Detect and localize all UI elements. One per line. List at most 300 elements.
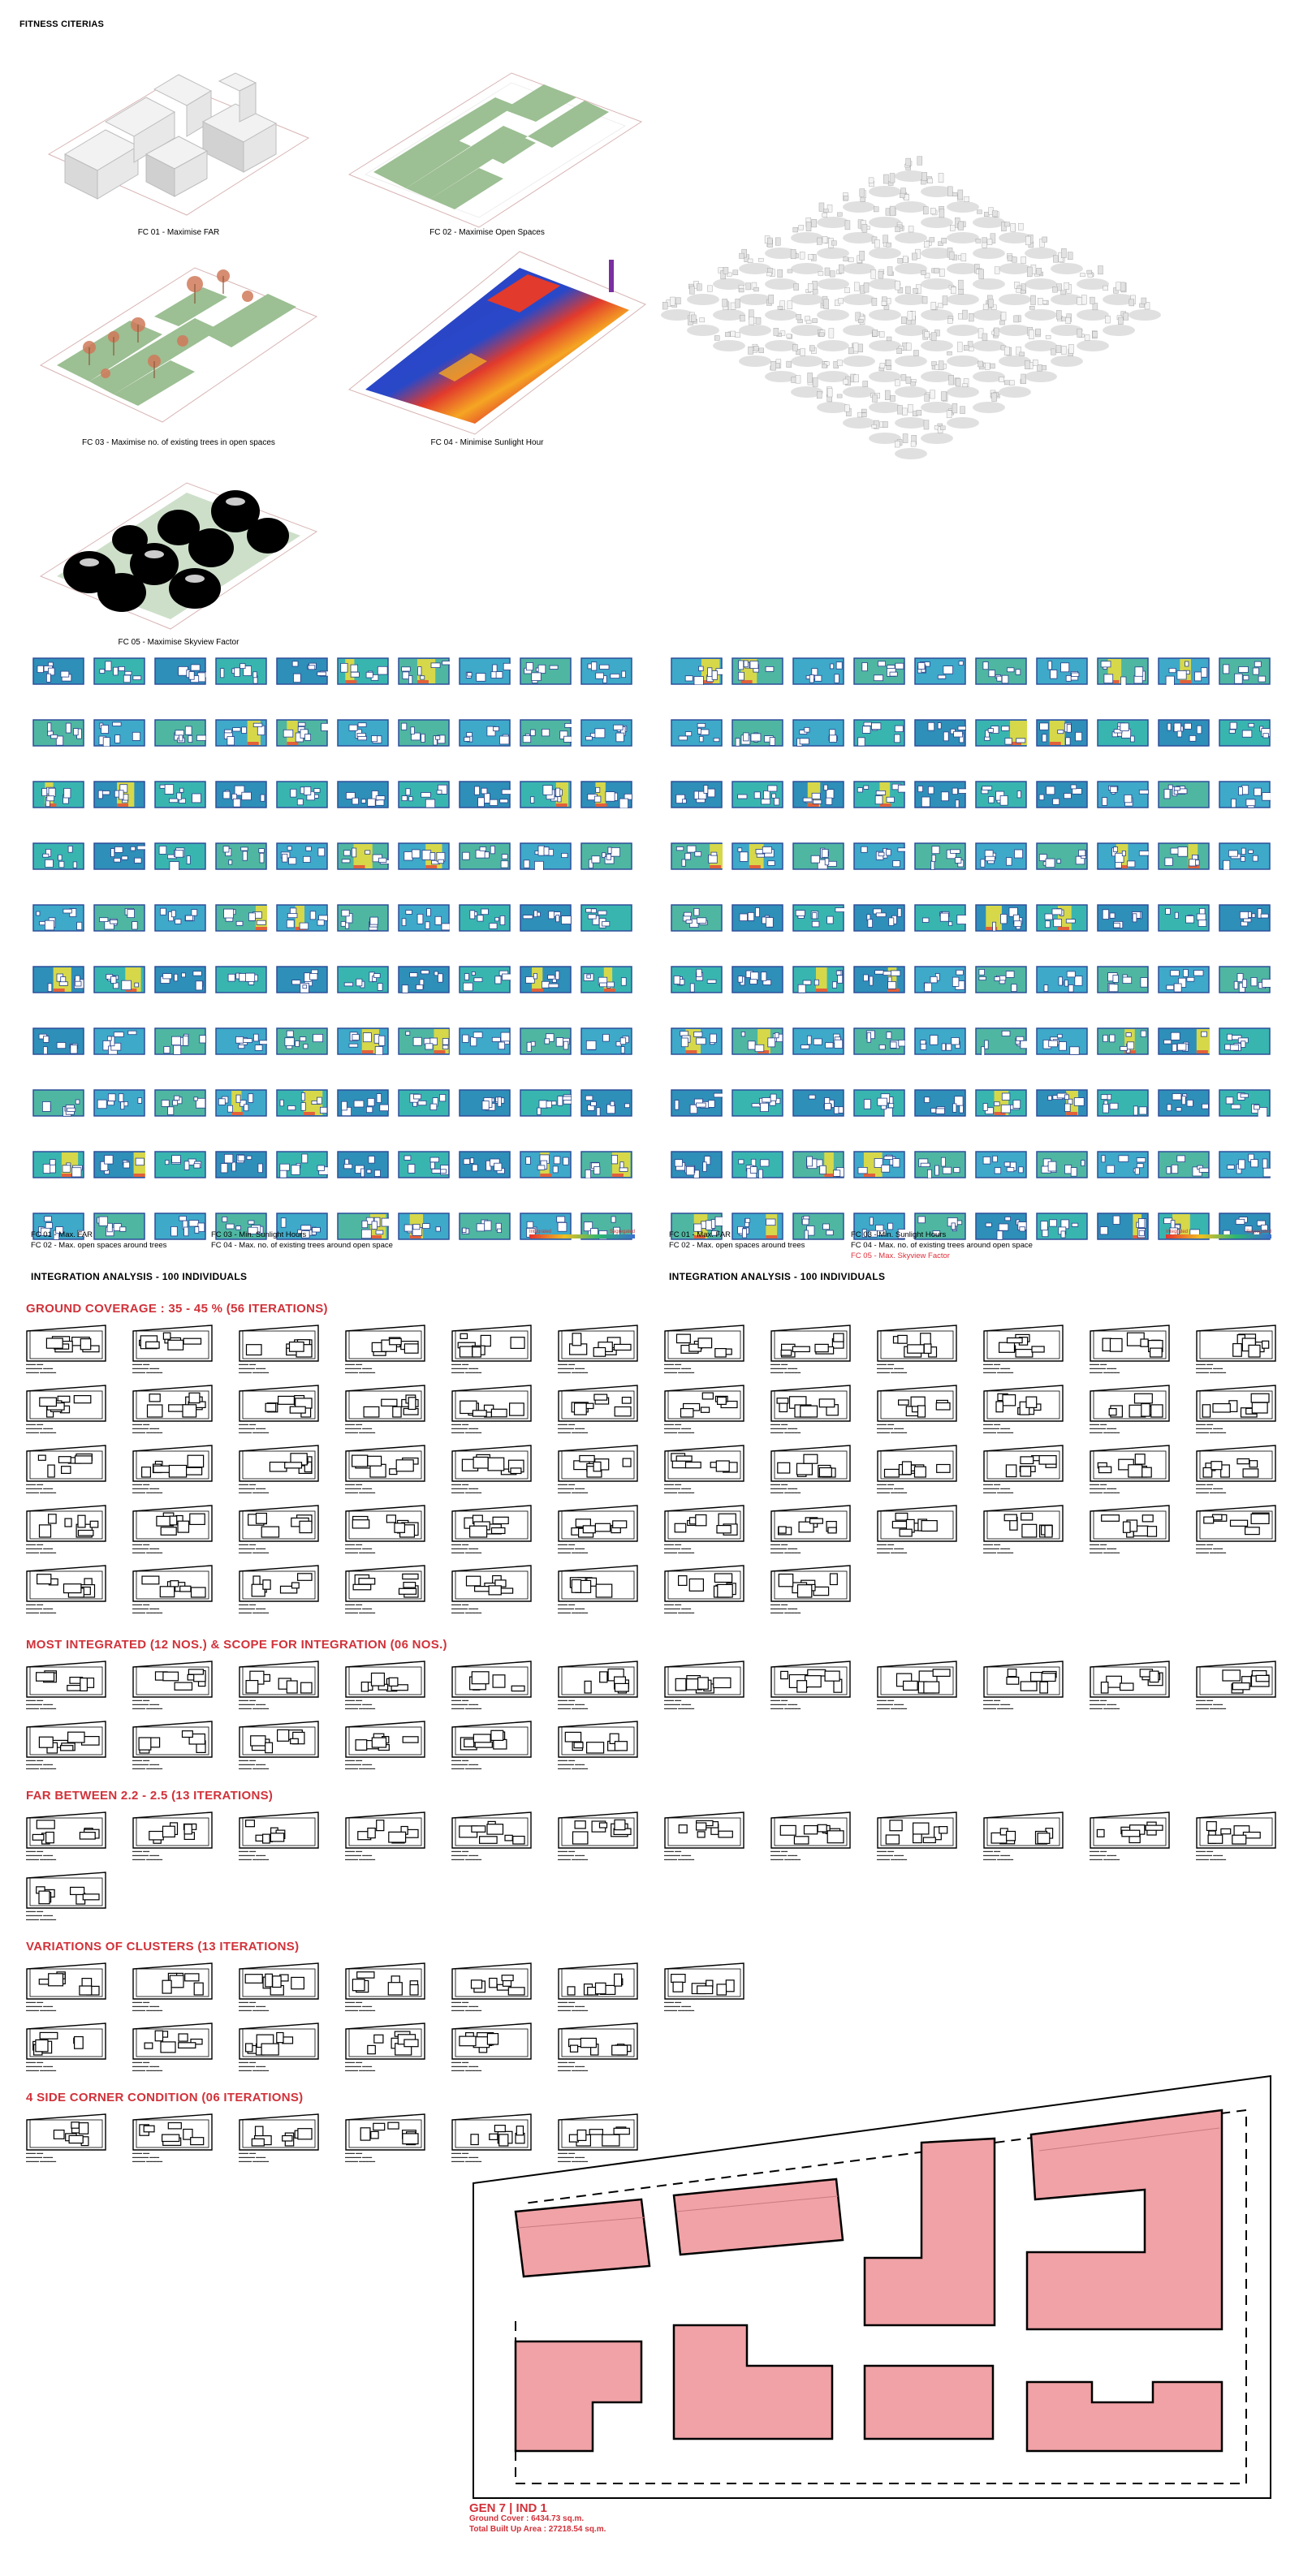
- iteration-thumbnail: ▬▬▬ ▬▬ ▬▬▬▬▬ ▬▬▬ ▬▬▬▬ ▬▬▬▬▬: [451, 1565, 558, 1625]
- population-isometric-field: [650, 146, 1283, 515]
- massing-model: [999, 253, 1031, 274]
- section-heading-corner: 4 SIDE CORNER CONDITION (06 ITERATIONS): [26, 2091, 304, 2104]
- integration-thumbnail: [853, 719, 914, 781]
- integration-thumbnail: [1036, 904, 1097, 966]
- integration-grid-right: [671, 657, 1280, 1274]
- integration-thumbnail: [1158, 781, 1219, 842]
- integration-thumbnail: [914, 1151, 975, 1213]
- integration-thumbnail: [792, 781, 853, 842]
- integration-thumbnail: [276, 904, 337, 966]
- integration-thumbnail: [1097, 657, 1158, 719]
- integration-thumbnail: [520, 904, 580, 966]
- ground-cover-value: Ground Cover : 6434.73 sq.m.: [469, 2514, 585, 2523]
- massing-model: [921, 206, 953, 228]
- iteration-thumbnail: ▬▬▬ ▬▬ ▬▬▬▬▬ ▬▬▬ ▬▬▬▬ ▬▬▬▬▬: [1196, 1661, 1299, 1721]
- integration-thumbnail: [975, 1151, 1036, 1213]
- legend-item: FC 02 - Max. open spaces around trees: [669, 1241, 805, 1250]
- integration-thumbnail: [1219, 1151, 1280, 1213]
- integration-thumbnail: [1219, 1089, 1280, 1151]
- integration-thumbnail: [398, 1151, 459, 1213]
- fc02-diagram: [341, 32, 650, 239]
- integration-thumbnail: [671, 1089, 731, 1151]
- integration-thumbnail: [520, 966, 580, 1027]
- integration-thumbnail: [1219, 1027, 1280, 1089]
- iteration-thumbnail: ▬▬▬ ▬▬ ▬▬▬▬▬ ▬▬▬ ▬▬▬▬ ▬▬▬▬▬: [132, 2113, 239, 2173]
- iteration-thumbnail: ▬▬▬ ▬▬ ▬▬▬▬▬ ▬▬▬ ▬▬▬▬ ▬▬▬▬▬: [26, 2022, 132, 2083]
- integration-thumbnail: [580, 842, 641, 904]
- integration-thumbnail: [337, 842, 398, 904]
- integration-thumbnail: [459, 1151, 520, 1213]
- massing-model: [947, 187, 979, 213]
- integration-thumbnail: [520, 1151, 580, 1213]
- fc05-caption: FC 05 - Maximise Skyview Factor: [118, 638, 240, 647]
- integration-thumbnail: [398, 1027, 459, 1089]
- integration-thumbnail: [975, 719, 1036, 781]
- integration-thumbnail: [398, 904, 459, 966]
- integration-thumbnail: [1097, 781, 1158, 842]
- iteration-thumbnail: ▬▬▬ ▬▬ ▬▬▬▬▬ ▬▬▬ ▬▬▬▬ ▬▬▬▬▬: [451, 1661, 558, 1721]
- integration-thumbnail: [1158, 1089, 1219, 1151]
- integration-thumbnail: [853, 657, 914, 719]
- iteration-thumbnail: ▬▬▬ ▬▬ ▬▬▬▬▬ ▬▬▬ ▬▬▬▬ ▬▬▬▬▬: [239, 1661, 345, 1721]
- integration-thumbnail: [792, 657, 853, 719]
- iteration-thumbnail: ▬▬▬ ▬▬ ▬▬▬▬▬ ▬▬▬ ▬▬▬▬ ▬▬▬▬▬: [1196, 1505, 1299, 1565]
- iteration-thumbnail: ▬▬▬ ▬▬ ▬▬▬▬▬ ▬▬▬ ▬▬▬▬ ▬▬▬▬▬: [345, 1962, 451, 2022]
- integration-thumbnail: [520, 1213, 580, 1274]
- massing-model: [713, 331, 745, 351]
- iteration-thumbnail: ▬▬▬ ▬▬ ▬▬▬▬▬ ▬▬▬ ▬▬▬▬ ▬▬▬▬▬: [239, 1721, 345, 1781]
- legend-item: FC 04 - Max. no. of existing trees around open space: [851, 1241, 1033, 1250]
- integration-thumbnail: [398, 1089, 459, 1151]
- iteration-thumbnail: ▬▬▬ ▬▬ ▬▬▬▬▬ ▬▬▬ ▬▬▬▬ ▬▬▬▬▬: [664, 1565, 770, 1625]
- iteration-thumbnail: ▬▬▬ ▬▬ ▬▬▬▬▬ ▬▬▬ ▬▬▬▬ ▬▬▬▬▬: [26, 1565, 132, 1625]
- integration-thumbnail: [520, 657, 580, 719]
- integration-thumbnail: [580, 966, 641, 1027]
- integration-thumbnail: [853, 842, 914, 904]
- integration-thumbnail: [671, 781, 731, 842]
- integration-thumbnail: [792, 1151, 853, 1213]
- integration-thumbnail: [1219, 842, 1280, 904]
- iteration-thumbnail: ▬▬▬ ▬▬ ▬▬▬▬▬ ▬▬▬ ▬▬▬▬ ▬▬▬▬▬: [451, 2113, 558, 2173]
- iteration-thumbnail: ▬▬▬ ▬▬ ▬▬▬▬▬ ▬▬▬ ▬▬▬▬ ▬▬▬▬▬: [26, 1385, 132, 1445]
- integration-thumbnail: [215, 1151, 276, 1213]
- iteration-thumbnail: ▬▬▬ ▬▬ ▬▬▬▬▬ ▬▬▬ ▬▬▬▬ ▬▬▬▬▬: [558, 2113, 664, 2173]
- integration-thumbnail: [1219, 657, 1280, 719]
- integration-thumbnail: [398, 657, 459, 719]
- iteration-thumbnail: ▬▬▬ ▬▬ ▬▬▬▬▬ ▬▬▬ ▬▬▬▬ ▬▬▬▬▬: [877, 1325, 983, 1385]
- fitness-title: FITNESS CITERIAS: [19, 19, 105, 29]
- integration-thumbnail: [975, 781, 1036, 842]
- integration-thumbnail: [1097, 719, 1158, 781]
- iteration-thumbnail: ▬▬▬ ▬▬ ▬▬▬▬▬ ▬▬▬ ▬▬▬▬ ▬▬▬▬▬: [877, 1505, 983, 1565]
- integration-thumbnail: [337, 719, 398, 781]
- iteration-thumbnail: ▬▬▬ ▬▬ ▬▬▬▬▬ ▬▬▬ ▬▬▬▬ ▬▬▬▬▬: [877, 1445, 983, 1505]
- built-up-area-value: Total Built Up Area : 27218.54 sq.m.: [469, 2525, 606, 2534]
- iteration-thumbnail: ▬▬▬ ▬▬ ▬▬▬▬▬ ▬▬▬ ▬▬▬▬ ▬▬▬▬▬: [345, 2113, 451, 2173]
- integration-thumbnail: [580, 1089, 641, 1151]
- iteration-thumbnail: ▬▬▬ ▬▬ ▬▬▬▬▬ ▬▬▬ ▬▬▬▬ ▬▬▬▬▬: [132, 1505, 239, 1565]
- iteration-thumbnail: ▬▬▬ ▬▬ ▬▬▬▬▬ ▬▬▬ ▬▬▬▬ ▬▬▬▬▬: [132, 1811, 239, 1872]
- integration-thumbnail: [1097, 904, 1158, 966]
- integration-thumbnail: [337, 904, 398, 966]
- integration-thumbnail: [32, 781, 93, 842]
- integration-thumbnail: [93, 842, 154, 904]
- integration-thumbnail: [1097, 1027, 1158, 1089]
- integration-thumbnail: [1036, 657, 1097, 719]
- integration-thumbnail: [580, 904, 641, 966]
- integration-thumbnail: [914, 842, 975, 904]
- integration-label-right: INTEGRATION ANALYSIS - 100 INDIVIDUALS: [669, 1271, 886, 1282]
- integration-legend-left-a: [31, 1230, 209, 1251]
- iteration-thumbnail: ▬▬▬ ▬▬ ▬▬▬▬▬ ▬▬▬ ▬▬▬▬ ▬▬▬▬▬: [1090, 1325, 1196, 1385]
- integration-thumbnail: [276, 1151, 337, 1213]
- scale-high-label: Segregated: [1245, 1230, 1271, 1234]
- iteration-thumbnail: ▬▬▬ ▬▬ ▬▬▬▬▬ ▬▬▬ ▬▬▬▬ ▬▬▬▬▬: [664, 1385, 770, 1445]
- integration-thumbnail: [93, 657, 154, 719]
- integration-thumbnail: [215, 904, 276, 966]
- iteration-grid-clusters: [26, 1962, 770, 2083]
- integration-thumbnail: [459, 1089, 520, 1151]
- iteration-thumbnail: ▬▬▬ ▬▬ ▬▬▬▬▬ ▬▬▬ ▬▬▬▬ ▬▬▬▬▬: [239, 1505, 345, 1565]
- iteration-thumbnail: ▬▬▬ ▬▬ ▬▬▬▬▬ ▬▬▬ ▬▬▬▬ ▬▬▬▬▬: [239, 1445, 345, 1505]
- integration-thumbnail: [93, 719, 154, 781]
- iteration-thumbnail: ▬▬▬ ▬▬ ▬▬▬▬▬ ▬▬▬ ▬▬▬▬ ▬▬▬▬▬: [664, 1962, 770, 2022]
- integration-thumbnail: [792, 1027, 853, 1089]
- integration-thumbnail: [337, 966, 398, 1027]
- iteration-thumbnail: ▬▬▬ ▬▬ ▬▬▬▬▬ ▬▬▬ ▬▬▬▬ ▬▬▬▬▬: [451, 1325, 558, 1385]
- integration-thumbnail: [1158, 904, 1219, 966]
- integration-thumbnail: [154, 1089, 215, 1151]
- integration-label-left: INTEGRATION ANALYSIS - 100 INDIVIDUALS: [31, 1271, 248, 1282]
- massing-model: [895, 222, 927, 243]
- iteration-thumbnail: ▬▬▬ ▬▬ ▬▬▬▬▬ ▬▬▬ ▬▬▬▬ ▬▬▬▬▬: [770, 1325, 877, 1385]
- iteration-thumbnail: ▬▬▬ ▬▬ ▬▬▬▬▬ ▬▬▬ ▬▬▬▬ ▬▬▬▬▬: [983, 1811, 1090, 1872]
- integration-thumbnail: [459, 904, 520, 966]
- iteration-thumbnail: ▬▬▬ ▬▬ ▬▬▬▬▬ ▬▬▬ ▬▬▬▬ ▬▬▬▬▬: [132, 1325, 239, 1385]
- iteration-thumbnail: ▬▬▬ ▬▬ ▬▬▬▬▬ ▬▬▬ ▬▬▬▬ ▬▬▬▬▬: [345, 1505, 451, 1565]
- integration-thumbnail: [93, 781, 154, 842]
- iteration-thumbnail: ▬▬▬ ▬▬ ▬▬▬▬▬ ▬▬▬ ▬▬▬▬ ▬▬▬▬▬: [132, 1962, 239, 2022]
- integration-thumbnail: [93, 904, 154, 966]
- integration-thumbnail: [671, 904, 731, 966]
- integration-thumbnail: [1219, 1213, 1280, 1274]
- iteration-thumbnail: ▬▬▬ ▬▬ ▬▬▬▬▬ ▬▬▬ ▬▬▬▬ ▬▬▬▬▬: [1196, 1445, 1299, 1505]
- iteration-thumbnail: ▬▬▬ ▬▬ ▬▬▬▬▬ ▬▬▬ ▬▬▬▬ ▬▬▬▬▬: [26, 1445, 132, 1505]
- iteration-thumbnail: ▬▬▬ ▬▬ ▬▬▬▬▬ ▬▬▬ ▬▬▬▬ ▬▬▬▬▬: [345, 1325, 451, 1385]
- integration-thumbnail: [1158, 842, 1219, 904]
- integration-thumbnail: [337, 1027, 398, 1089]
- iteration-thumbnail: ▬▬▬ ▬▬ ▬▬▬▬▬ ▬▬▬ ▬▬▬▬ ▬▬▬▬▬: [26, 1661, 132, 1721]
- iteration-thumbnail: ▬▬▬ ▬▬ ▬▬▬▬▬ ▬▬▬ ▬▬▬▬ ▬▬▬▬▬: [664, 1445, 770, 1505]
- iteration-thumbnail: ▬▬▬ ▬▬ ▬▬▬▬▬ ▬▬▬ ▬▬▬▬ ▬▬▬▬▬: [451, 1385, 558, 1445]
- integration-thumbnail: [731, 657, 792, 719]
- iteration-thumbnail: ▬▬▬ ▬▬ ▬▬▬▬▬ ▬▬▬ ▬▬▬▬ ▬▬▬▬▬: [26, 1325, 132, 1385]
- iteration-grid-far: [26, 1811, 1299, 1932]
- legend-item: FC 03 - Min. Sunlight Hours: [211, 1230, 307, 1239]
- iteration-thumbnail: ▬▬▬ ▬▬ ▬▬▬▬▬ ▬▬▬ ▬▬▬▬ ▬▬▬▬▬: [132, 1721, 239, 1781]
- scale-low-label: Integrated: [529, 1230, 552, 1234]
- iteration-thumbnail: ▬▬▬ ▬▬ ▬▬▬▬▬ ▬▬▬ ▬▬▬▬ ▬▬▬▬▬: [770, 1385, 877, 1445]
- integration-thumbnail: [32, 657, 93, 719]
- integration-thumbnail: [580, 781, 641, 842]
- iteration-thumbnail: ▬▬▬ ▬▬ ▬▬▬▬▬ ▬▬▬ ▬▬▬▬ ▬▬▬▬▬: [983, 1661, 1090, 1721]
- integration-legend-right-b: [851, 1230, 1094, 1261]
- integration-thumbnail: [792, 842, 853, 904]
- integration-thumbnail: [1097, 1151, 1158, 1213]
- integration-thumbnail: [671, 719, 731, 781]
- iteration-thumbnail: ▬▬▬ ▬▬ ▬▬▬▬▬ ▬▬▬ ▬▬▬▬ ▬▬▬▬▬: [451, 1505, 558, 1565]
- integration-thumbnail: [276, 719, 337, 781]
- integration-thumbnail: [975, 904, 1036, 966]
- iteration-thumbnail: ▬▬▬ ▬▬ ▬▬▬▬▬ ▬▬▬ ▬▬▬▬ ▬▬▬▬▬: [345, 1445, 451, 1505]
- iteration-thumbnail: ▬▬▬ ▬▬ ▬▬▬▬▬ ▬▬▬ ▬▬▬▬ ▬▬▬▬▬: [1090, 1445, 1196, 1505]
- iteration-thumbnail: ▬▬▬ ▬▬ ▬▬▬▬▬ ▬▬▬ ▬▬▬▬ ▬▬▬▬▬: [558, 1661, 664, 1721]
- integration-thumbnail: [580, 1027, 641, 1089]
- iteration-thumbnail: ▬▬▬ ▬▬ ▬▬▬▬▬ ▬▬▬ ▬▬▬▬ ▬▬▬▬▬: [345, 2022, 451, 2083]
- integration-thumbnail: [853, 904, 914, 966]
- integration-thumbnail: [580, 719, 641, 781]
- integration-thumbnail: [671, 1027, 731, 1089]
- iteration-thumbnail: ▬▬▬ ▬▬ ▬▬▬▬▬ ▬▬▬ ▬▬▬▬ ▬▬▬▬▬: [132, 1661, 239, 1721]
- integration-thumbnail: [93, 966, 154, 1027]
- integration-thumbnail: [93, 1151, 154, 1213]
- integration-thumbnail: [93, 1027, 154, 1089]
- iteration-thumbnail: ▬▬▬ ▬▬ ▬▬▬▬▬ ▬▬▬ ▬▬▬▬ ▬▬▬▬▬: [558, 1962, 664, 2022]
- integration-thumbnail: [459, 966, 520, 1027]
- fc01-diagram: [32, 32, 325, 231]
- integration-legend-left-b: [211, 1230, 455, 1251]
- iteration-thumbnail: ▬▬▬ ▬▬ ▬▬▬▬▬ ▬▬▬ ▬▬▬▬ ▬▬▬▬▬: [770, 1565, 877, 1625]
- integration-thumbnail: [215, 1089, 276, 1151]
- integration-thumbnail: [731, 966, 792, 1027]
- iteration-thumbnail: ▬▬▬ ▬▬ ▬▬▬▬▬ ▬▬▬ ▬▬▬▬ ▬▬▬▬▬: [664, 1811, 770, 1872]
- integration-scale-left: [529, 1230, 635, 1238]
- integration-thumbnail: [459, 781, 520, 842]
- integration-thumbnail: [853, 781, 914, 842]
- iteration-thumbnail: ▬▬▬ ▬▬ ▬▬▬▬▬ ▬▬▬ ▬▬▬▬ ▬▬▬▬▬: [239, 1565, 345, 1625]
- iteration-thumbnail: ▬▬▬ ▬▬ ▬▬▬▬▬ ▬▬▬ ▬▬▬▬ ▬▬▬▬▬: [1196, 1811, 1299, 1872]
- iteration-thumbnail: ▬▬▬ ▬▬ ▬▬▬▬▬ ▬▬▬ ▬▬▬▬ ▬▬▬▬▬: [451, 2022, 558, 2083]
- iteration-thumbnail: ▬▬▬ ▬▬ ▬▬▬▬▬ ▬▬▬ ▬▬▬▬ ▬▬▬▬▬: [26, 2113, 132, 2173]
- integration-thumbnail: [1036, 966, 1097, 1027]
- integration-thumbnail: [853, 1027, 914, 1089]
- integration-thumbnail: [32, 842, 93, 904]
- integration-thumbnail: [580, 657, 641, 719]
- integration-thumbnail: [914, 719, 975, 781]
- integration-thumbnail: [731, 842, 792, 904]
- integration-thumbnail: [975, 966, 1036, 1027]
- integration-thumbnail: [1097, 1213, 1158, 1274]
- iteration-thumbnail: ▬▬▬ ▬▬ ▬▬▬▬▬ ▬▬▬ ▬▬▬▬ ▬▬▬▬▬: [983, 1325, 1090, 1385]
- integration-thumbnail: [1219, 781, 1280, 842]
- iteration-thumbnail: ▬▬▬ ▬▬ ▬▬▬▬▬ ▬▬▬ ▬▬▬▬ ▬▬▬▬▬: [664, 1661, 770, 1721]
- fc01-caption: FC 01 - Maximise FAR: [137, 228, 220, 237]
- iteration-thumbnail: ▬▬▬ ▬▬ ▬▬▬▬▬ ▬▬▬ ▬▬▬▬ ▬▬▬▬▬: [983, 1445, 1090, 1505]
- integration-thumbnail: [731, 719, 792, 781]
- fc02-caption: FC 02 - Maximise Open Spaces: [429, 228, 545, 237]
- integration-thumbnail: [671, 842, 731, 904]
- integration-thumbnail: [398, 842, 459, 904]
- iteration-thumbnail: ▬▬▬ ▬▬ ▬▬▬▬▬ ▬▬▬ ▬▬▬▬ ▬▬▬▬▬: [558, 1721, 664, 1781]
- integration-thumbnail: [671, 966, 731, 1027]
- integration-thumbnail: [975, 1089, 1036, 1151]
- integration-thumbnail: [154, 657, 215, 719]
- massing-model: [973, 208, 1005, 228]
- iteration-thumbnail: ▬▬▬ ▬▬ ▬▬▬▬▬ ▬▬▬ ▬▬▬▬ ▬▬▬▬▬: [877, 1385, 983, 1445]
- selected-plan-title: GEN 7 | IND 1: [469, 2501, 547, 2515]
- integration-thumbnail: [276, 1089, 337, 1151]
- iteration-thumbnail: ▬▬▬ ▬▬ ▬▬▬▬▬ ▬▬▬ ▬▬▬▬ ▬▬▬▬▬: [558, 1445, 664, 1505]
- integration-legend-right-a: [669, 1230, 848, 1251]
- iteration-thumbnail: ▬▬▬ ▬▬ ▬▬▬▬▬ ▬▬▬ ▬▬▬▬ ▬▬▬▬▬: [558, 1325, 664, 1385]
- integration-scale-right: [1166, 1230, 1271, 1238]
- integration-thumbnail: [731, 1151, 792, 1213]
- iteration-thumbnail: ▬▬▬ ▬▬ ▬▬▬▬▬ ▬▬▬ ▬▬▬▬ ▬▬▬▬▬: [451, 1811, 558, 1872]
- iteration-thumbnail: ▬▬▬ ▬▬ ▬▬▬▬▬ ▬▬▬ ▬▬▬▬ ▬▬▬▬▬: [877, 1811, 983, 1872]
- massing-model: [921, 361, 953, 382]
- integration-thumbnail: [32, 1151, 93, 1213]
- iteration-thumbnail: ▬▬▬ ▬▬ ▬▬▬▬▬ ▬▬▬ ▬▬▬▬ ▬▬▬▬▬: [1090, 1661, 1196, 1721]
- integration-thumbnail: [914, 657, 975, 719]
- integration-thumbnail: [792, 966, 853, 1027]
- integration-thumbnail: [520, 1027, 580, 1089]
- integration-thumbnail: [1097, 1089, 1158, 1151]
- section-heading-far: FAR BETWEEN 2.2 - 2.5 (13 ITERATIONS): [26, 1789, 274, 1803]
- integration-thumbnail: [1097, 842, 1158, 904]
- integration-thumbnail: [32, 719, 93, 781]
- integration-thumbnail: [276, 657, 337, 719]
- integration-thumbnail: [276, 842, 337, 904]
- integration-thumbnail: [853, 1151, 914, 1213]
- integration-thumbnail: [154, 904, 215, 966]
- integration-thumbnail: [459, 1027, 520, 1089]
- integration-thumbnail: [1036, 1151, 1097, 1213]
- iteration-thumbnail: ▬▬▬ ▬▬ ▬▬▬▬▬ ▬▬▬ ▬▬▬▬ ▬▬▬▬▬: [558, 1811, 664, 1872]
- iteration-thumbnail: ▬▬▬ ▬▬ ▬▬▬▬▬ ▬▬▬ ▬▬▬▬ ▬▬▬▬▬: [1090, 1385, 1196, 1445]
- iteration-thumbnail: ▬▬▬ ▬▬ ▬▬▬▬▬ ▬▬▬ ▬▬▬▬ ▬▬▬▬▬: [239, 1962, 345, 2022]
- iteration-thumbnail: ▬▬▬ ▬▬ ▬▬▬▬▬ ▬▬▬ ▬▬▬▬ ▬▬▬▬▬: [345, 1565, 451, 1625]
- iteration-thumbnail: ▬▬▬ ▬▬ ▬▬▬▬▬ ▬▬▬ ▬▬▬▬ ▬▬▬▬▬: [132, 1445, 239, 1505]
- integration-thumbnail: [580, 1213, 641, 1274]
- integration-thumbnail: [1097, 966, 1158, 1027]
- integration-thumbnail: [459, 1213, 520, 1274]
- massing-model: [921, 268, 953, 290]
- integration-thumbnail: [731, 1027, 792, 1089]
- iteration-grid-most-integrated: [26, 1661, 1299, 1781]
- integration-thumbnail: [1158, 966, 1219, 1027]
- integration-thumbnail: [580, 1151, 641, 1213]
- legend-item: FC 01 - Max. FAR: [669, 1230, 731, 1239]
- iteration-thumbnail: ▬▬▬ ▬▬ ▬▬▬▬▬ ▬▬▬ ▬▬▬▬ ▬▬▬▬▬: [770, 1661, 877, 1721]
- integration-thumbnail: [154, 719, 215, 781]
- iteration-thumbnail: ▬▬▬ ▬▬ ▬▬▬▬▬ ▬▬▬ ▬▬▬▬ ▬▬▬▬▬: [26, 1962, 132, 2022]
- section-heading-most-integrated: MOST INTEGRATED (12 NOS.) & SCOPE FOR INTEGRATION (06 NOS.): [26, 1638, 447, 1652]
- integration-thumbnail: [32, 1027, 93, 1089]
- iteration-thumbnail: ▬▬▬ ▬▬ ▬▬▬▬▬ ▬▬▬ ▬▬▬▬ ▬▬▬▬▬: [1196, 1325, 1299, 1385]
- integration-thumbnail: [459, 842, 520, 904]
- iteration-thumbnail: ▬▬▬ ▬▬ ▬▬▬▬▬ ▬▬▬ ▬▬▬▬ ▬▬▬▬▬: [558, 1565, 664, 1625]
- integration-thumbnail: [1158, 1151, 1219, 1213]
- selected-site-plan: [471, 2070, 1283, 2508]
- iteration-thumbnail: ▬▬▬ ▬▬ ▬▬▬▬▬ ▬▬▬ ▬▬▬▬ ▬▬▬▬▬: [132, 2022, 239, 2083]
- integration-thumbnail: [154, 1027, 215, 1089]
- iteration-thumbnail: ▬▬▬ ▬▬ ▬▬▬▬▬ ▬▬▬ ▬▬▬▬ ▬▬▬▬▬: [451, 1962, 558, 2022]
- iteration-thumbnail: ▬▬▬ ▬▬ ▬▬▬▬▬ ▬▬▬ ▬▬▬▬ ▬▬▬▬▬: [26, 1872, 132, 1932]
- iteration-thumbnail: ▬▬▬ ▬▬ ▬▬▬▬▬ ▬▬▬ ▬▬▬▬ ▬▬▬▬▬: [664, 1325, 770, 1385]
- legend-item: FC 05 - Max. Skyview Factor: [851, 1251, 950, 1260]
- integration-thumbnail: [93, 1089, 154, 1151]
- integration-thumbnail: [398, 719, 459, 781]
- legend-item: FC 01 - Max. FAR: [31, 1230, 93, 1239]
- fc03-caption: FC 03 - Maximise no. of existing trees in open spaces: [82, 438, 275, 447]
- scale-high-label: Segregated: [609, 1230, 635, 1234]
- integration-thumbnail: [1036, 1089, 1097, 1151]
- integration-thumbnail: [914, 1089, 975, 1151]
- integration-thumbnail: [1158, 1213, 1219, 1274]
- integration-thumbnail: [215, 966, 276, 1027]
- selected-plan-summary: [469, 2503, 606, 2535]
- integration-thumbnail: [1036, 1027, 1097, 1089]
- massing-model: [921, 330, 953, 351]
- integration-thumbnail: [1158, 719, 1219, 781]
- legend-item: FC 04 - Max. no. of existing trees around open space: [211, 1241, 393, 1250]
- integration-thumbnail: [1158, 1027, 1219, 1089]
- massing-model: [869, 330, 901, 351]
- integration-thumbnail: [32, 1089, 93, 1151]
- integration-thumbnail: [975, 1027, 1036, 1089]
- integration-thumbnail: [276, 1027, 337, 1089]
- integration-thumbnail: [215, 1027, 276, 1089]
- iteration-thumbnail: ▬▬▬ ▬▬ ▬▬▬▬▬ ▬▬▬ ▬▬▬▬ ▬▬▬▬▬: [664, 1505, 770, 1565]
- integration-thumbnail: [731, 1089, 792, 1151]
- integration-thumbnail: [853, 1089, 914, 1151]
- integration-grid-left: [32, 657, 641, 1274]
- integration-thumbnail: [731, 904, 792, 966]
- integration-thumbnail: [32, 904, 93, 966]
- iteration-thumbnail: ▬▬▬ ▬▬ ▬▬▬▬▬ ▬▬▬ ▬▬▬▬ ▬▬▬▬▬: [770, 1811, 877, 1872]
- fc03-diagram: [32, 252, 325, 434]
- iteration-thumbnail: ▬▬▬ ▬▬ ▬▬▬▬▬ ▬▬▬ ▬▬▬▬ ▬▬▬▬▬: [345, 1385, 451, 1445]
- massing-model: [1129, 295, 1161, 321]
- integration-thumbnail: [337, 1089, 398, 1151]
- iteration-thumbnail: ▬▬▬ ▬▬ ▬▬▬▬▬ ▬▬▬ ▬▬▬▬ ▬▬▬▬▬: [239, 1811, 345, 1872]
- integration-thumbnail: [671, 1151, 731, 1213]
- iteration-thumbnail: ▬▬▬ ▬▬ ▬▬▬▬▬ ▬▬▬ ▬▬▬▬ ▬▬▬▬▬: [558, 1385, 664, 1445]
- integration-thumbnail: [914, 904, 975, 966]
- integration-thumbnail: [1219, 966, 1280, 1027]
- integration-thumbnail: [337, 1151, 398, 1213]
- integration-thumbnail: [671, 657, 731, 719]
- integration-thumbnail: [215, 781, 276, 842]
- iteration-thumbnail: ▬▬▬ ▬▬ ▬▬▬▬▬ ▬▬▬ ▬▬▬▬ ▬▬▬▬▬: [558, 2022, 664, 2083]
- integration-thumbnail: [154, 842, 215, 904]
- iteration-thumbnail: ▬▬▬ ▬▬ ▬▬▬▬▬ ▬▬▬ ▬▬▬▬ ▬▬▬▬▬: [345, 1661, 451, 1721]
- iteration-thumbnail: ▬▬▬ ▬▬ ▬▬▬▬▬ ▬▬▬ ▬▬▬▬ ▬▬▬▬▬: [770, 1445, 877, 1505]
- massing-model: [765, 268, 797, 290]
- integration-thumbnail: [792, 1089, 853, 1151]
- integration-thumbnail: [914, 966, 975, 1027]
- integration-thumbnail: [1219, 904, 1280, 966]
- integration-thumbnail: [154, 781, 215, 842]
- scale-low-label: Integrated: [1166, 1230, 1189, 1234]
- iteration-thumbnail: ▬▬▬ ▬▬ ▬▬▬▬▬ ▬▬▬ ▬▬▬▬ ▬▬▬▬▬: [132, 1385, 239, 1445]
- integration-thumbnail: [215, 719, 276, 781]
- legend-item: FC 03 - Min. Sunlight Hours: [851, 1230, 947, 1239]
- iteration-thumbnail: ▬▬▬ ▬▬ ▬▬▬▬▬ ▬▬▬ ▬▬▬▬ ▬▬▬▬▬: [26, 1721, 132, 1781]
- integration-thumbnail: [975, 842, 1036, 904]
- integration-thumbnail: [792, 719, 853, 781]
- integration-thumbnail: [398, 966, 459, 1027]
